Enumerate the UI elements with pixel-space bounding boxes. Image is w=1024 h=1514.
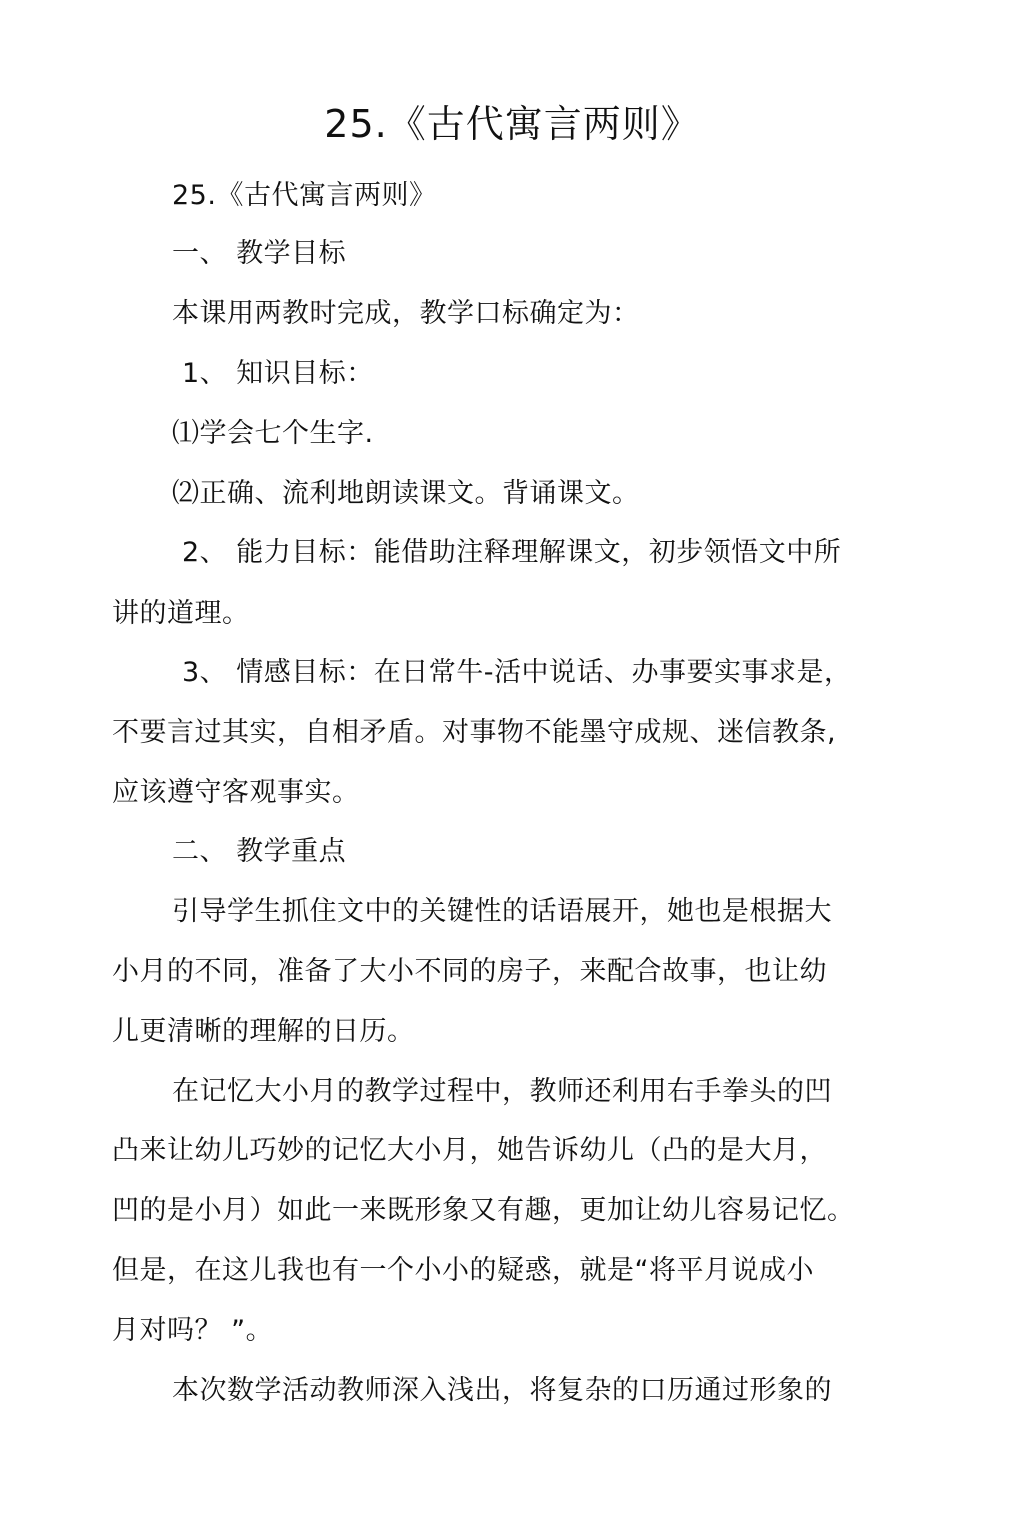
list-subitem: ⑴学会七个生字. bbox=[172, 418, 374, 449]
list-item-emotion: 3、 情感目标：在日常牛-活中说话、办事要实事求是， bbox=[182, 657, 852, 688]
section-heading-objectives: 一、 教学目标 bbox=[172, 238, 347, 269]
document-title: 25.《古代寓言两则》 bbox=[324, 102, 700, 146]
paragraph-line: 不要言过其实，自相矛盾。对事物不能墨守成规、迷信教条, bbox=[112, 717, 837, 748]
list-item-ability: 2、 能力目标：能借助注释理解课文，初步领悟文中所 bbox=[182, 537, 842, 568]
paragraph-line: 引导学生抓住文中的关键性的话语展开，她也是根据大 bbox=[172, 896, 832, 927]
paragraph-line: 在记忆大小月的教学过程中，教师还利用右手拳头的凹 bbox=[172, 1076, 832, 1107]
paragraph-line: 应该遵守客观事实。 bbox=[112, 777, 360, 808]
list-item-knowledge: 1、 知识目标： bbox=[182, 358, 374, 389]
paragraph-line: 小月的不同，准备了大小不同的房子，来配合故事，也让幼 bbox=[112, 956, 827, 987]
subtitle-line: 25.《古代寓言两则》 bbox=[172, 180, 437, 211]
paragraph-line: 但是，在这儿我也有一个小小的疑惑，就是“将平月说成小 bbox=[112, 1255, 814, 1286]
section-heading-key-points: 二、 教学重点 bbox=[172, 836, 347, 867]
list-subitem: ⑵正确、流利地朗读课文。背诵课文。 bbox=[172, 478, 640, 509]
paragraph-line: 凹的是小月）如此一来既形象又有趣，更加让幼儿容易记忆。 bbox=[112, 1195, 855, 1226]
paragraph-line: 凸来让幼儿巧妙的记忆大小月，她告诉幼儿（凸的是大月， bbox=[112, 1135, 827, 1166]
paragraph-line: 本课用两教时完成，教学口标确定为： bbox=[172, 298, 640, 329]
paragraph-line: 儿更清晰的理解的日历。 bbox=[112, 1016, 415, 1047]
paragraph-line: 讲的道理。 bbox=[112, 598, 250, 629]
paragraph-line: 月对吗？ ”。 bbox=[112, 1315, 274, 1346]
paragraph-line: 本次数学活动教师深入浅出，将复杂的口历通过形象的 bbox=[172, 1375, 832, 1406]
